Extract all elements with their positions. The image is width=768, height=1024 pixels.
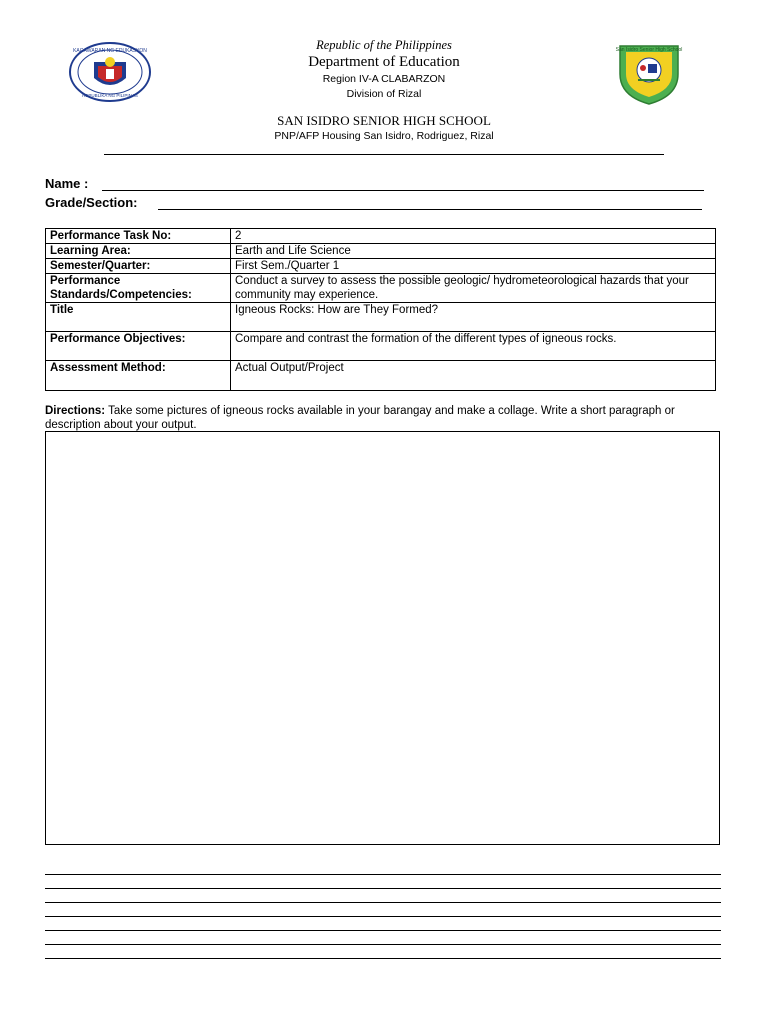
header-divider [104,154,664,155]
directions-label: Directions: [45,405,106,417]
writing-line[interactable] [45,888,721,889]
directions-text [45,404,725,432]
table-row [46,361,716,391]
table-label: Performance Task No: [46,229,231,244]
division-text: Division of Rizal [346,88,422,100]
school-name: SAN ISIDRO SENIOR HIGH SCHOOL [277,113,491,128]
svg-text:San Isidro Senior High School: San Isidro Senior High School [615,47,683,53]
table-label: Title [46,303,231,332]
school-address: PNP/AFP Housing San Isidro, Rodriguez, Rizal [274,130,494,142]
svg-text:REPUBLIKA NG PILIPINAS: REPUBLIKA NG PILIPINAS [82,93,138,98]
table-row [46,332,716,361]
table-row [46,274,716,303]
table-value: First Sem./Quarter 1 [231,259,716,274]
grade-section-label: Grade/Section: [45,195,138,210]
table-label: Performance Objectives: [46,332,231,361]
table-row [46,229,716,244]
svg-text:KAGAWARAN NG EDUKASYON: KAGAWARAN NG EDUKASYON [73,48,147,54]
republic-text: Republic of the Philippines [316,38,452,52]
writing-line[interactable] [45,930,721,931]
name-label: Name : [45,176,89,191]
directions-body: Take some pictures of igneous rocks available in your barangay and make a collage. Write a short paragraph or description about your output. [45,405,675,431]
grade-section-line[interactable] [158,209,702,210]
writing-line[interactable] [45,958,721,959]
table-label: Performance Standards/Competencies: [46,274,231,303]
table-value: 2 [231,229,716,244]
table-label: Learning Area: [46,244,231,259]
region-text: Region IV-A CLABARZON [322,73,446,85]
table-value: Igneous Rocks: How are They Formed? [231,303,716,332]
department-title: Department of Education [308,54,460,70]
collage-box[interactable] [45,431,720,845]
table-label: Assessment Method: [46,361,231,391]
table-row [46,244,716,259]
name-line[interactable] [102,190,704,191]
table-value: Earth and Life Science [231,244,716,259]
writing-line[interactable] [45,944,721,945]
table-label: Semester/Quarter: [46,259,231,274]
table-row [46,303,716,332]
writing-line[interactable] [45,902,721,903]
table-value: Actual Output/Project [231,361,716,391]
writing-line[interactable] [45,916,721,917]
table-value: Conduct a survey to assess the possible geologic/ hydrometeorological hazards that your community may experience. [231,274,716,303]
task-info-table [45,228,716,391]
table-row [46,259,716,274]
table-value: Compare and contrast the formation of the different types of igneous rocks. [231,332,716,361]
writing-line[interactable] [45,874,721,875]
